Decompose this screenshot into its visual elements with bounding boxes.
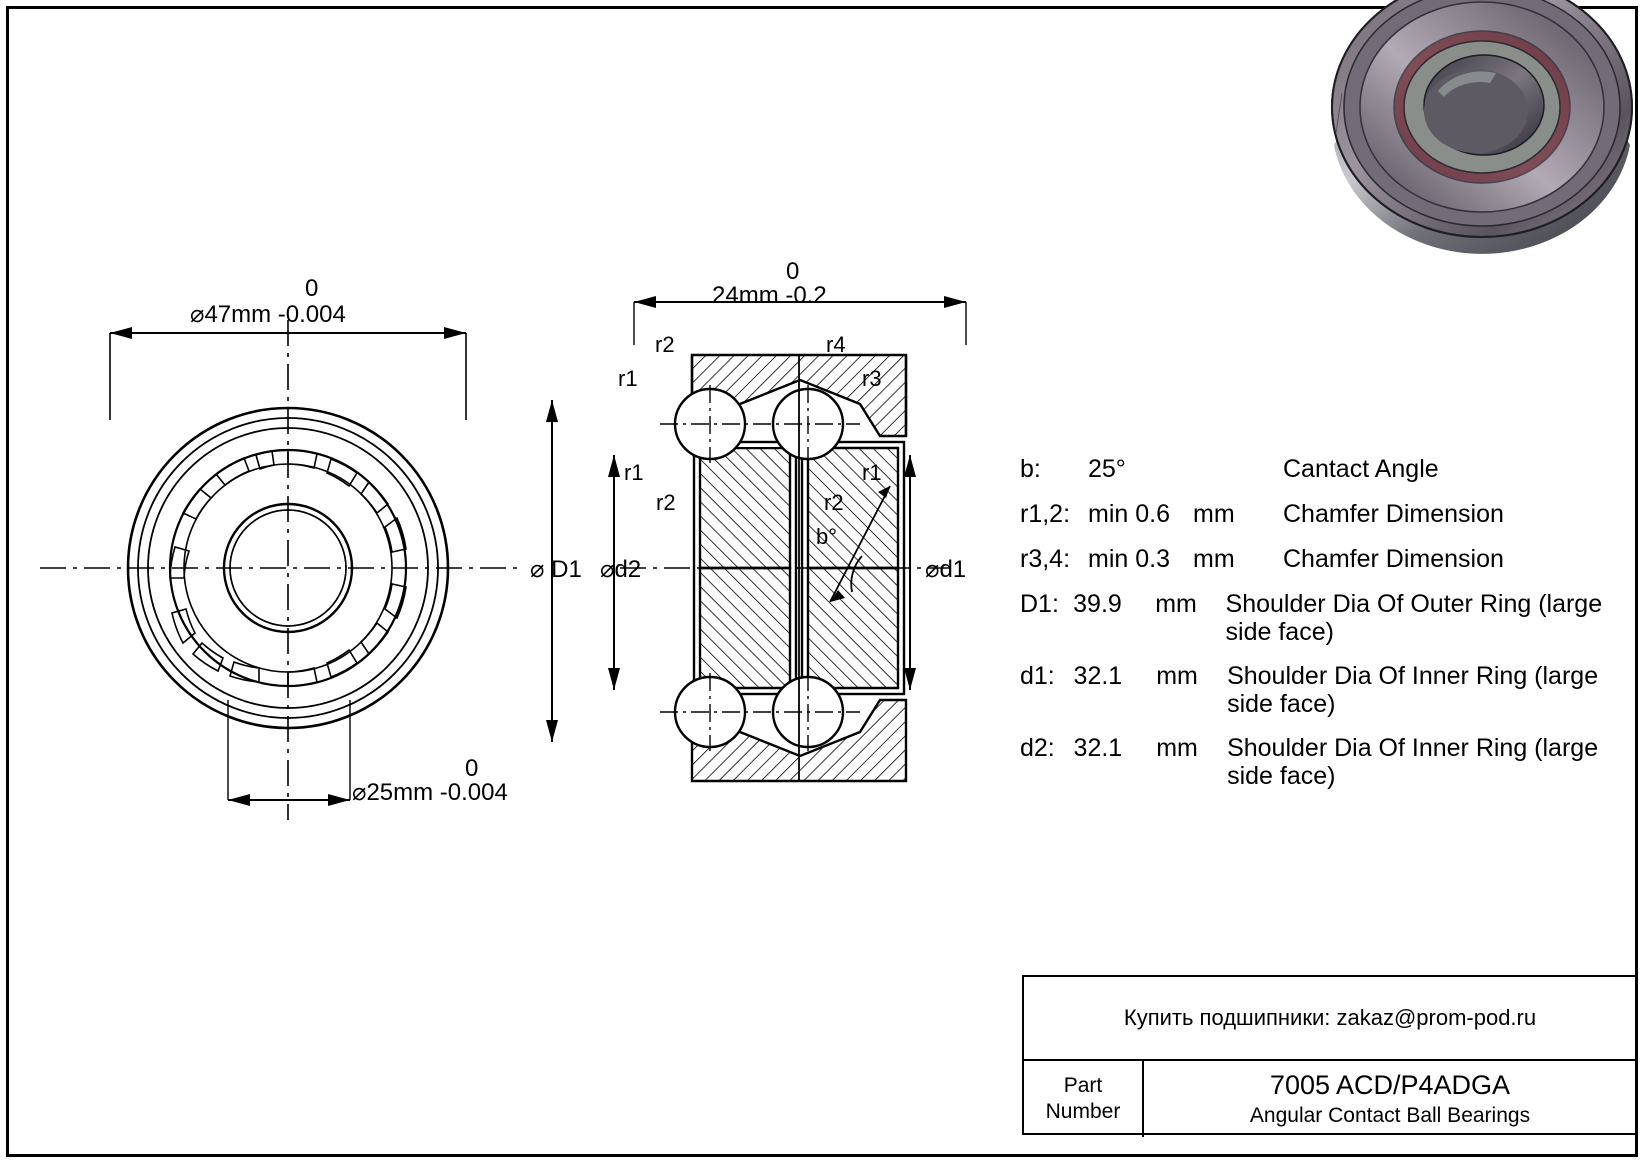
label-r1-left-upper: r1 — [618, 366, 638, 391]
label-r2-left-lower: r2 — [656, 490, 676, 515]
front-bore-tolerance: 0 — [465, 755, 479, 782]
spec-value: 32.1 — [1073, 662, 1123, 690]
spec-symbol: d2: — [1020, 734, 1055, 762]
spec-row — [1020, 455, 1610, 484]
part-label-line2: Number — [1045, 1100, 1121, 1123]
front-outer-tolerance: 0 — [305, 275, 319, 302]
part-number-value: 7005 ACD/P4ADGA — [1269, 1070, 1511, 1100]
part-number-label — [1024, 1061, 1144, 1137]
spec-symbol: d1: — [1020, 662, 1055, 690]
specification-table — [1020, 455, 1610, 806]
spec-symbol: D1: — [1020, 590, 1059, 618]
part-info — [1144, 1061, 1636, 1137]
front-bore-diameter: ⌀25mm -0.004 — [352, 779, 508, 806]
spec-description: Shoulder Dia Of Inner Ring (large side face) — [1227, 662, 1599, 718]
spec-symbol: r1,2: — [1020, 500, 1071, 528]
spec-unit: mm — [1156, 734, 1198, 762]
spec-description: Shoulder Dia Of Inner Ring (large side face) — [1227, 734, 1599, 790]
spec-row — [1020, 545, 1610, 574]
spec-value: 32.1 — [1073, 734, 1123, 762]
label-D1: ⌀ D1 — [530, 556, 582, 583]
spec-description: Chamfer Dimension — [1283, 500, 1504, 528]
label-r2-right-lower: r2 — [824, 490, 844, 515]
title-block — [1022, 975, 1638, 1135]
spec-unit: mm — [1193, 545, 1235, 573]
label-r3-right-upper: r3 — [862, 366, 882, 391]
spec-row — [1020, 662, 1610, 718]
spec-row — [1020, 590, 1610, 646]
spec-unit: mm — [1155, 590, 1197, 618]
front-outer-diameter: ⌀47mm -0.004 — [190, 301, 346, 328]
part-row — [1024, 1061, 1636, 1137]
section-width-tolerance: 0 — [786, 258, 800, 285]
spec-unit: mm — [1156, 662, 1198, 690]
spec-value: 39.9 — [1073, 590, 1122, 618]
spec-value: min 0.6 — [1088, 500, 1170, 528]
spec-description: Shoulder Dia Of Outer Ring (large side face) — [1225, 590, 1603, 646]
spec-symbol: r3,4: — [1020, 545, 1071, 573]
part-type-value: Angular Contact Ball Bearings — [1249, 1104, 1531, 1127]
label-contact-angle-symbol: b° — [816, 524, 838, 549]
label-r1-right-mid: r1 — [862, 460, 882, 485]
spec-value: min 0.3 — [1088, 545, 1170, 573]
spec-symbol: b: — [1020, 455, 1041, 483]
section-view — [546, 296, 966, 781]
spec-unit: mm — [1193, 500, 1235, 528]
label-d2: ⌀d2 — [600, 556, 642, 583]
label-d1: ⌀d1 — [925, 556, 967, 583]
contact-text: Купить подшипники: zakaz@prom-pod.ru — [1123, 1005, 1537, 1030]
spec-row — [1020, 734, 1610, 790]
front-view — [40, 320, 520, 820]
label-r4-top-right: r4 — [826, 332, 846, 357]
spec-description: Chamfer Dimension — [1283, 545, 1504, 573]
spec-description: Cantact Angle — [1283, 455, 1439, 483]
part-label-line1: Part — [1063, 1073, 1103, 1097]
spec-row — [1020, 500, 1610, 529]
spec-value: 25° — [1088, 455, 1126, 483]
section-width-dimension: 24mm -0.2 — [712, 282, 827, 309]
contact-row — [1024, 977, 1636, 1061]
label-r1-left-mid: r1 — [624, 460, 644, 485]
label-r2-top-left: r2 — [655, 332, 675, 357]
